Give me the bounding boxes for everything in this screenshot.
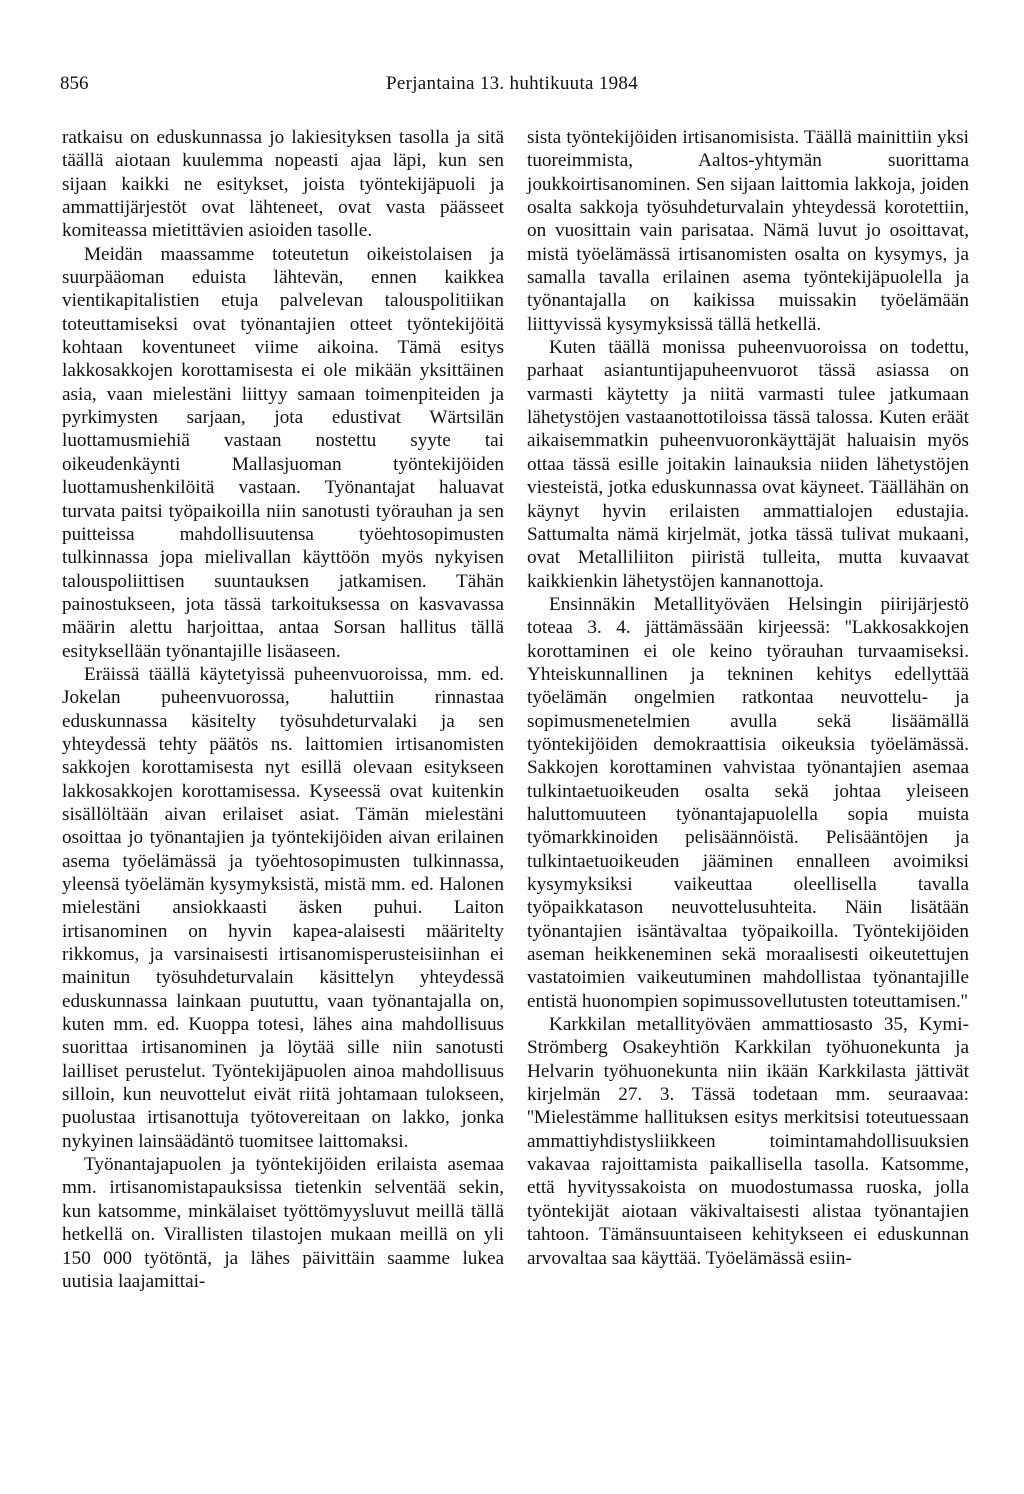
header-date: Perjantaina 13. huhtikuuta 1984 <box>386 73 639 94</box>
left-paragraph-1: ratkaisu on eduskunnassa jo lakiesityksen tasolla ja sitä täällä aiotaan kuulemma nopeasti ajaa läpi, kun sen sijaan kaikki ne esitykset, joista työntekijäpuoli ja ammattijärjestöt ovat lähteneet, ovat vasta päässeet komiteassa mietittävien asioiden tasolle. <box>62 127 504 242</box>
right-paragraph-2: Kuten täällä monissa puheenvuoroissa on todettu, parhaat asiantuntijapuheenvuorot tässä asiassa on varmasti käytetty ja niitä varmasti tulee jatkumaan lähetystöjen vastaanottotiloissa tässä talossa. Kuten eräät aikaisemmatkin puheenvuoronkäyttäjät haluaisin myös ottaa tässä esille joitakin lainauksia niiden lähetystöjen viesteistä, jotka eduskunnassa ovat käyneet. Täällähän on käynyt hyvin erilaisten ammattialojen edustajia. Sattumalta nämä kirjelmät, jotka tässä tulivat mukaani, ovat Metalliliiton piiristä tulleita, mutta kuvaavat kaikkienkin lähetystöjen kannanottoja. <box>527 337 969 592</box>
right-paragraph-1: sista työntekijöiden irtisanomisista. Täällä mainittiin yksi tuoreimmista, Aaltos-yhtymän suorittama joukkoirtisanominen. Sen sijaan laittomia lakkoja, joiden osalta sakkoja työsuhdeturvalain yhteydessä korotettiin, on vuosittain vain parisataa. Nämä luvut jo osoittavat, mistä työelämässä irtisanomisten osalta on kysymys, ja samalla tavalla erilainen asema työntekijäpuolella ja työnantajalla on kaikissa muissakin työelämään liittyvissä kysymyksissä tällä hetkellä. <box>527 127 969 335</box>
left-paragraph-3: Eräissä täällä käytetyissä puheenvuoroissa, mm. ed. Jokelan puheenvuorossa, haluttiin rinnastaa eduskunnassa käsitelty työsuhdeturvalaki ja sen yhteydessä tehty päätös ns. laittomien irtisanomisten sakkojen korottamisesta nyt esillä olevaan esitykseen lakkosakkojen korottamisessa. Kyseessä ovat kuitenkin sisällöltään aivan erilaiset asiat. Tämän mielestäni osoittaa jo työnantajien ja työntekijöiden aivan erilainen asema työelämässä ja työehtosopimusten tulkinnassa, yleensä työelämän kysymyksistä, mistä mm. ed. Halonen mielestäni ansiokkaasti äsken puhui. Laiton irtisanominen on hyvin kapea-alaisesti määritelty rikkomus, ja varsinaisesti irtisanomisperusteisiinhan ei mainitun työsuhdeturvalain käsittelyn yhteydessä eduskunnassa lainkaan puututtu, vaan työnantajalla on, kuten mm. ed. Kuoppa totesi, lähes aina mahdollisuus suorittaa irtisanominen ja löytää sille niin sanotusti lailliset perustelut. Työntekijäpuolen ainoa mahdollisuus silloin, kun neuvottelut eivät riitä johtamaan tulokseen, puolustaa irtisanottuja työtovereitaan on lakko, jonka nykyinen lainsäädäntö tuomitsee laittomaksi. <box>62 663 504 1152</box>
right-paragraph-4: Karkkilan metallityöväen ammattiosasto 35, Kymi-Strömberg Osakeyhtiön Karkkilan työhuonekunta ja Helvarin työhuonekunta niin ikään Karkkilasta jättivät kirjelmän 27. 3. Tässä todetaan mm. seuraavaa: ''Mielestämme hallituksen esitys merkitsisi toteutuessaan ammattiyhdistysliikkeen toimintamahdollisuuksien vakavaa rajoittamista paikallisella tasolla. Katsomme, että hyvityssakoista on muodostumassa ruoska, jolla työntekijät aiotaan väkivaltaisesti alistaa työnantajien tahtoon. Tämänsuuntaiseen kehitykseen ei eduskunnan arvovaltaa saa käyttää. Työelämässä esiin- <box>527 1014 969 1269</box>
left-paragraph-4: Työnantajapuolen ja työntekijöiden erilaista asemaa mm. irtisanomistapauksissa tietenkin selventää sekin, kun katsomme, minkälaiset työttömyysluvut meillä tällä hetkellä on. Virallisten tilastojen mukaan meillä on yli 150 000 työtöntä, ja lähes päivittäin saamme lukea uutisia laajamittai- <box>62 1154 504 1292</box>
left-paragraph-2: Meidän maassamme toteutetun oikeistolaisen ja suurpääoman eduista lähtevän, ennen kaikkea vientikapitalistien etuja palvelevan talouspolitiikan toteuttamiseksi ovat työnantajien otteet työntekijöitä kohtaan koventuneet viime aikoina. Tämä esitys lakkosakkojen korottamisesta ei ole mikään yksittäinen asia, vaan mielestäni liittyy samaan toimenpiteiden ja pyrkimysten sarjaan, jota edustivat Wärtsilän luottamusmiehiä vastaan nostettu syyte tai oikeudenkäynti Mallasjuoman työntekijöiden luottamushenkilöitä vastaan. Työnantajat haluavat turvata paitsi työpaikoilla niin sanotusti työrauhan ja sen puitteissa mahdollisuutensa työehtosopimusten tulkinnassa jopa mielivallan käyttöön myös nykyisen talouspoliittisen suuntauksen jatkamisen. Tähän painostukseen, jota tässä tarkoituksessa on kasvavassa määrin alettu harjoittaa, antaa Sorsan hallitus tällä esityksellään työnantajille lisäaseen. <box>62 243 504 662</box>
right-paragraph-3: Ensinnäkin Metallityöväen Helsingin piirijärjestö toteaa 3. 4. jättämässään kirjeessä: ''Lakkosakkojen korottaminen ei ole keino työrauhan turvaamiseksi. Yhteiskunnallinen ja tekninen kehitys edellyttää työelämän ongelmien ratkontaa neuvottelu- ja sopimusmenetelmien avulla sekä lisäämällä työntekijöiden demokraattisia oikeuksia työelämässä. Sakkojen korottaminen vahvistaa työnantajien asemaa tulkintaetuoikeuden osalta sekä johtaa yleiseen haluttomuuteen työnantajapuolella sopia muista työmarkkinoiden pelisäännöistä. Pelisääntöjen ja tulkintaetuoikeuden jääminen ennalleen avoimiksi kysymyksiksi vaikeuttaa oleellisella tavalla työpaikkatason neuvottelusuhteita. Näin lisätään työnantajien isäntävaltaa työpaikoilla. Työntekijöiden aseman heikkeneminen sekä moraalisesti oikeutettujen vastatoimien vaikeutuminen mahdollistaa työnantajille entistä huonompien sopimussovellutusten toteuttamisen.'' <box>527 593 969 1012</box>
page-header <box>60 72 964 96</box>
right-column <box>527 126 969 1270</box>
left-column <box>62 126 504 1293</box>
page-number: 856 <box>60 73 89 94</box>
